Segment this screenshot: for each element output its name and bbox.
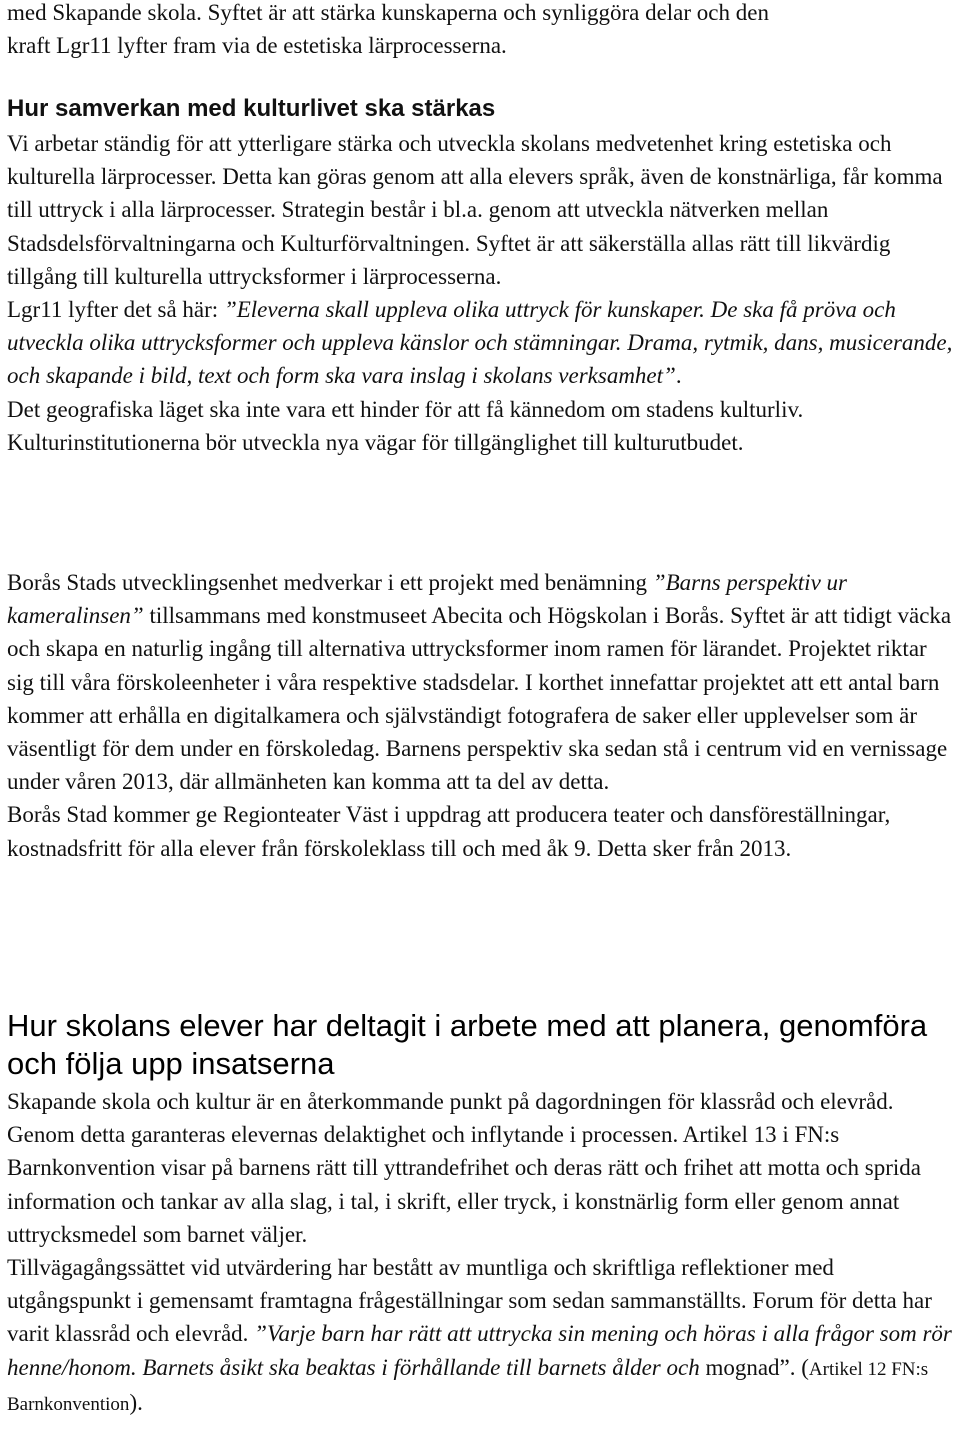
lgr11-close-quote: ”	[663, 363, 676, 389]
section-projects	[7, 566, 955, 865]
evaluation-reference: Artikel 12 FN:s Barnkonvention	[7, 1358, 929, 1415]
evaluation-quote: Varje barn har rätt att uttrycka sin mening och höras i alla frågor som rör henne/honom. Barnets åsikt ska beaktas i förhållande till barnets ålder och	[7, 1321, 952, 1380]
project-open-quote: ”	[652, 570, 666, 595]
intro-line-2: kraft Lgr11 lyfter fram via de estetiska lärprocesserna.	[7, 33, 507, 59]
section-heading-samverkan: Hur samverkan med kulturlivet ska stärkas	[7, 95, 496, 122]
geography-paragraph: Det geografiska läget ska inte vara ett hinder för att få kännedom om stadens kulturliv. Kulturinstitutionerna bör utveckla nya vägar för tillgänglighet till kulturutbudet.	[7, 396, 804, 455]
section-samverkan-text: Detta kan göras genom att alla elevers språk, även de konstnärliga, får komma till uttryck i alla lärprocesser. Strategin består i bl.a. genom att utveckla nätverken mellan Stadsdelsförvaltningarna och Kulturförvaltningen. Syftet är att säkerställa allas rätt till likvärdig tillgång till kulturella uttrycksformer i lärprocesserna.	[7, 164, 943, 289]
participation-paragraph-1: Skapande skola och kultur är en återkommande punkt på dagordningen för klassråd och elevråd. Genom detta garanteras elevernas delaktighet och inflytande i processen. Artikel 13 i FN:s Barnkonvention visar på barnens rätt till yttrandefrihet och deras rätt och frihet att motta och sprida information och tankar av alla slag, i tal, i skrift, eller tryck, i konstnärlig form eller genom annat uttrycksmedel som barnet väljer.	[7, 1089, 921, 1247]
intro-paragraph	[7, 0, 955, 62]
participation-paragraph-2	[7, 1251, 955, 1421]
section-samverkan	[7, 94, 955, 459]
section-samverkan-lead: Vi arbetar ständig för att ytterligare stärka och utveckla skolans medvetenhet kring estetiska och kulturella lärprocesser.	[7, 131, 892, 190]
lgr11-quote: Eleverna skall uppleva olika uttryck för kunskaper. De ska få pröva och utveckla olika uttrycksformer och uppleva känslor och stämningar. Drama, rytmik, dans, musicerande, och skapande i bild, text och form ska vara inslag i skolans verksamhet	[7, 297, 953, 389]
project-paragraph	[7, 566, 955, 798]
section-heading-participation: Hur skolans elever har deltagit i arbete med att planera, genomföra och följa upp insatserna	[7, 1008, 928, 1081]
theatre-paragraph: Borås Stad kommer ge Regionteater Väst i uppdrag att producera teater och dansföreställningar, kostnadsfritt för alla elever från förskoleklass till och med åk 9. Detta sker från 2013.	[7, 802, 891, 861]
intro-line-1: med Skapande skola. Syftet är att stärka kunskaperna och synliggöra delar och den	[7, 0, 769, 25]
evaluation-text-b: mognad”. (	[699, 1354, 809, 1380]
section-samverkan-body	[7, 127, 955, 293]
lgr11-prefix: Lgr11 lyfter det så här:	[7, 297, 224, 323]
evaluation-open-quote: ”	[254, 1321, 267, 1347]
evaluation-text-c: ).	[129, 1389, 143, 1415]
project-close-quote: ”	[130, 603, 144, 629]
evaluation-text-a: Tillvägagångssättet vid utvärdering har bestått av muntliga och skriftliga reflektioner med utgångspunkt i gemensamt framtagna frågeställningar som sedan sammanställts. Forum för detta har varit klassråd och elevråd.	[7, 1255, 932, 1347]
project-text-b: tillsammans med konstmuseet Abecita och Högskolan i Borås. Syftet är att tidigt väcka och skapa en naturlig ingång till alternativa uttrycksformer inom ramen för lärandet. Projektet riktar sig till våra förskoleenheter i våra respektive stadsdelar. I korthet innefattar projektet att ett antal barn kommer att erhålla en digitalkamera och självständigt fotografera de saker eller upplevelser som är väsentligt för dem under en förskoledag. Barnens perspektiv ska sedan stå i centrum vid en vernissage under våren 2013, där allmänheten kan komma att ta del av detta.	[7, 603, 952, 795]
lgr11-open-quote: ”	[223, 297, 237, 323]
lgr11-suffix: .	[675, 363, 682, 389]
project-title: Barns perspektiv ur kameralinsen	[7, 570, 847, 629]
section-participation	[7, 1007, 955, 1421]
project-text-a: Borås Stads utvecklingsenhet medverkar i ett projekt med benämning	[7, 570, 653, 595]
lgr11-paragraph	[7, 293, 955, 393]
